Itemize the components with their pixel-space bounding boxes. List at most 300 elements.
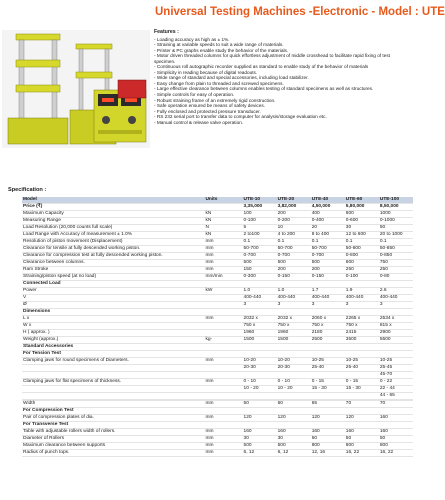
table-cell: 160 — [345, 429, 354, 434]
table-cell: 800 — [345, 443, 354, 448]
table-cell: 0 - 15 — [311, 379, 324, 384]
table-cell — [379, 281, 413, 288]
table-cell: 10-25 — [311, 358, 324, 363]
table-row — [22, 379, 413, 386]
table-cell: 200 — [311, 267, 320, 272]
machine-photo — [2, 30, 150, 148]
feature-item: - RS 232 serial port to transfer data to computer for analysis/storage evaluation etc. — [154, 114, 327, 120]
table-cell: 3 — [311, 302, 315, 307]
table-row — [22, 246, 413, 253]
table-section-row — [22, 351, 413, 358]
table-row — [22, 225, 413, 232]
table-row — [22, 393, 413, 400]
table-cell: mm — [205, 246, 214, 251]
table-cell: Clamping jaws for flat specimens of thickness. — [23, 379, 122, 384]
table-row — [22, 337, 413, 344]
table-cell — [204, 344, 242, 351]
table-cell: UTE-40 — [311, 197, 345, 204]
table-cell — [277, 408, 311, 415]
table-cell: 750 x — [311, 323, 324, 328]
table-row — [22, 204, 413, 211]
table-row — [22, 302, 413, 309]
table-row — [22, 415, 413, 422]
table-cell: 50 — [379, 225, 386, 230]
table-cell — [311, 281, 345, 288]
table-cell — [345, 281, 379, 288]
table-cell — [311, 344, 345, 351]
table-cell: 100 — [243, 211, 252, 216]
table-cell: Standard Accessories — [23, 344, 74, 349]
table-cell: 50-800 — [345, 246, 361, 251]
table-cell: Power — [23, 288, 37, 293]
table-cell: 16, 22 — [345, 450, 360, 455]
table-cell: 120 — [243, 415, 252, 420]
table-cell — [204, 309, 242, 316]
table-cell: 500 — [243, 443, 252, 448]
table-row — [22, 274, 413, 281]
feature-item: - Large effective clearance between columns enables testing of standard specimens as well as structures. — [154, 86, 374, 92]
table-cell — [243, 393, 277, 400]
table-cell: 5 — [243, 225, 247, 230]
specification-heading: Specification : — [8, 187, 47, 193]
table-cell: mm — [205, 443, 214, 448]
table-cell: 10-20 — [243, 358, 256, 363]
table-row — [22, 429, 413, 436]
table-cell: 25-45 — [379, 365, 393, 370]
table-row — [22, 218, 413, 225]
table-cell: 10 — [277, 225, 283, 230]
table-cell: For Tension Test — [23, 351, 61, 356]
table-row — [22, 323, 413, 330]
table-cell: UTE-10 — [243, 197, 277, 204]
table-cell — [277, 372, 311, 379]
table-cell — [204, 365, 242, 372]
table-cell: 2534 x — [379, 316, 395, 321]
table-cell: 30 — [243, 436, 249, 441]
table-cell: 120 — [311, 415, 320, 420]
table-cell — [204, 204, 242, 211]
table-section-row — [22, 422, 413, 429]
table-cell: Load Resolution (20,000 counts full scale) — [23, 225, 113, 230]
table-cell: 400 — [311, 211, 320, 216]
table-cell: 3 — [379, 302, 383, 307]
table-cell: 2 to100 — [243, 232, 260, 237]
table-cell: 6, 12 — [277, 450, 289, 455]
table-row — [22, 372, 413, 379]
table-cell — [277, 344, 311, 351]
table-cell: 0-100 — [243, 218, 256, 223]
table-cell: 400-440 — [379, 295, 398, 300]
table-row — [22, 358, 413, 365]
table-cell — [243, 344, 277, 351]
table-cell: 1.0 — [243, 288, 251, 293]
table-cell: 600 — [345, 211, 354, 216]
table-cell: Clearance between columns. — [23, 260, 85, 265]
table-cell: 3 — [345, 302, 349, 307]
table-cell: 160 — [311, 429, 320, 434]
table-cell: 0-150 — [277, 274, 290, 279]
table-cell: mm — [205, 379, 214, 384]
table-cell — [243, 351, 277, 358]
table-cell: 2060 x — [311, 316, 327, 321]
table-cell: UTE-100 — [379, 197, 413, 204]
table-cell: 0.1 — [379, 239, 387, 244]
table-row — [22, 288, 413, 295]
table-cell: 150 — [243, 267, 252, 272]
table-cell: Straining/piston speed (at no load) — [23, 274, 97, 279]
table-cell: 250 — [379, 267, 388, 272]
table-cell: 750 x — [345, 323, 358, 328]
table-cell — [345, 422, 379, 429]
table-cell — [204, 351, 242, 358]
table-cell: 1960 — [277, 330, 289, 335]
table-cell — [277, 281, 311, 288]
table-cell: 500 — [243, 260, 252, 265]
table-cell: 0 - 10 — [277, 379, 290, 384]
table-cell: 8 to 400 — [311, 232, 330, 237]
table-cell: Model — [22, 197, 204, 204]
feature-item: - Easy change from plain to threaded and screwed specimens. — [154, 80, 284, 86]
table-cell: 0-600 — [345, 218, 359, 223]
table-cell — [277, 393, 311, 400]
table-cell: W x — [23, 323, 32, 328]
table-cell: Dimensions — [23, 309, 51, 314]
table-row — [22, 260, 413, 267]
table-cell: 160 — [379, 415, 388, 420]
table-cell: kN — [205, 211, 212, 216]
table-cell: 0.1 — [243, 239, 251, 244]
table-cell: kN — [205, 232, 212, 237]
table-cell: 6, 12 — [243, 450, 255, 455]
table-cell: 30 — [277, 436, 283, 441]
table-cell: 10-20 — [277, 358, 290, 363]
table-cell: Ram Stroke — [23, 267, 49, 272]
table-cell — [204, 295, 242, 302]
table-cell — [204, 281, 242, 288]
table-cell: For Transverse Test — [23, 422, 69, 427]
table-cell — [243, 281, 277, 288]
table-row — [22, 295, 413, 302]
table-cell: 0 - 22 — [379, 379, 393, 384]
features-heading: Features : — [154, 29, 179, 35]
table-cell: 0-100 — [345, 274, 359, 279]
table-cell — [204, 386, 242, 393]
table-cell: 25-40 — [345, 365, 359, 370]
table-cell: Width — [23, 401, 36, 406]
table-cell: 400-440 — [311, 295, 330, 300]
table-cell — [277, 309, 311, 316]
table-cell: 4,50,000 — [311, 204, 331, 209]
table-cell — [345, 344, 379, 351]
table-cell: 10-25 — [379, 358, 393, 363]
table-cell: mm — [205, 415, 214, 420]
table-cell: 1500 — [277, 337, 289, 342]
table-cell: 20 — [311, 225, 318, 230]
table-cell: kW — [205, 288, 213, 293]
table-cell: 10 - 20 — [243, 386, 259, 391]
table-cell: Measuring Range — [23, 218, 61, 223]
table-cell: 5,80,000 — [345, 204, 365, 209]
table-cell — [311, 393, 345, 400]
table-cell: 120 — [345, 415, 354, 420]
table-cell: 800 — [311, 443, 320, 448]
table-cell: 400-440 — [345, 295, 364, 300]
table-section-row — [22, 408, 413, 415]
table-cell — [22, 386, 204, 393]
table-cell: 3 — [243, 302, 247, 307]
table-cell: 1.9 — [345, 288, 353, 293]
table-cell: 160 — [243, 429, 252, 434]
table-cell: V — [23, 295, 27, 300]
table-cell: 2900 — [379, 330, 391, 335]
table-cell: 2.6 — [379, 288, 387, 293]
table-cell: 160 — [277, 429, 286, 434]
table-cell: Clamping jaws for round specimens of Diameters. — [23, 358, 129, 363]
table-cell — [311, 309, 345, 316]
table-cell: 8,50,000 — [379, 204, 399, 209]
table-cell — [22, 372, 204, 379]
table-cell: Resolution of piston movement (Displacement) — [23, 239, 123, 244]
table-cell — [345, 393, 379, 400]
table-cell: 2415 — [345, 330, 357, 335]
table-cell: 50-850 — [379, 246, 395, 251]
table-cell: 20-30 — [243, 365, 256, 370]
table-cell: 750 x — [277, 323, 290, 328]
table-cell: 0-200 — [277, 218, 290, 223]
table-cell: 0-700 — [277, 253, 290, 258]
table-row — [22, 386, 413, 393]
table-cell: 2500 — [311, 337, 323, 342]
table-cell: 15 - 30 — [345, 386, 361, 391]
table-cell — [379, 344, 413, 351]
table-cell — [204, 408, 242, 415]
feature-item: - Simple controls for easy of operation. — [154, 92, 235, 98]
table-cell — [243, 422, 277, 429]
table-cell: 0-80 — [379, 274, 390, 279]
table-cell: 20 to 1000 — [379, 232, 403, 237]
table-cell: 50-700 — [311, 246, 327, 251]
table-cell: 815 x — [379, 323, 392, 328]
table-cell: 0 - 15 — [345, 379, 359, 384]
table-cell: 0.1 — [345, 239, 353, 244]
table-cell: Maximum clearance between supports — [23, 443, 106, 448]
page-title: Universal Testing Machines -Electronic - Model : UTE — [155, 6, 445, 18]
table-cell: Clearance for compression test at fully descended working piston. — [23, 253, 163, 258]
table-row — [22, 232, 413, 239]
table-cell: Weight (approx.) — [23, 337, 59, 342]
table-cell — [22, 365, 204, 372]
table-cell: 0 - 10 — [243, 379, 256, 384]
table-cell: 3,35,000 — [243, 204, 263, 209]
table-cell: kN — [205, 218, 212, 223]
table-cell — [345, 351, 379, 358]
table-cell: 500 — [277, 260, 286, 265]
features-list — [154, 37, 412, 126]
table-cell: 50 — [277, 401, 283, 406]
table-cell: H ( approx. ) — [23, 330, 50, 335]
table-cell: L x — [23, 316, 30, 321]
table-cell: 12 to 600 — [345, 232, 366, 237]
table-cell: N — [205, 225, 209, 230]
table-cell: mm — [205, 253, 214, 258]
features-section — [154, 30, 412, 125]
table-row — [22, 365, 413, 372]
table-cell — [277, 351, 311, 358]
feature-item: - Continuous roll autographic recorder supplied as standard to enable study of the behavior of materials — [154, 64, 369, 70]
table-cell — [379, 309, 413, 316]
table-cell: 45-70 — [379, 372, 393, 377]
table-cell: 800 — [379, 443, 388, 448]
table-cell: mm — [205, 267, 214, 272]
table-cell: kg- — [205, 337, 213, 342]
table-cell: Diameter of Rollers — [23, 436, 65, 441]
feature-item: - Fully enclosed and protected pressure transducer. — [154, 108, 261, 114]
table-cell: 500 — [277, 443, 286, 448]
table-cell: 750 — [379, 260, 388, 265]
table-cell: 12, 16 — [311, 450, 326, 455]
table-cell: For Compression Test — [23, 408, 74, 413]
specification-table — [22, 197, 413, 457]
table-cell: 2032 x — [243, 316, 258, 321]
table-cell: 3500 — [345, 337, 357, 342]
table-cell: Table with adjustable rollers width of rollers. — [23, 429, 116, 434]
table-cell — [243, 309, 277, 316]
table-cell: 44 - 65 — [379, 393, 395, 398]
table-cell: 2032 x — [277, 316, 293, 321]
table-cell: Units — [204, 197, 242, 204]
table-cell: Pair of compression plates of dia. — [23, 415, 94, 420]
table-cell: UTE-60 — [345, 197, 379, 204]
table-cell: 3,82,000 — [277, 204, 297, 209]
table-cell: 0.1 — [277, 239, 285, 244]
table-cell: 0-700 — [243, 253, 256, 258]
table-cell — [243, 408, 277, 415]
table-cell: 1.7 — [311, 288, 319, 293]
table-cell — [204, 302, 242, 309]
table-cell: 120 — [277, 415, 286, 420]
table-cell: 50-700 — [277, 246, 293, 251]
table-cell — [204, 330, 242, 337]
table-cell: 600 — [345, 260, 354, 265]
table-cell: 2265 x — [345, 316, 361, 321]
table-cell: 0.1 — [311, 239, 319, 244]
table-cell: 65 — [311, 401, 318, 406]
table-cell: 0-800 — [345, 253, 359, 258]
table-cell: 0-850 — [379, 253, 393, 258]
table-row — [22, 239, 413, 246]
table-row — [22, 401, 413, 408]
table-cell: Ø — [23, 302, 27, 307]
table-cell: 10 - 20 — [277, 386, 293, 391]
table-cell: 25-40 — [311, 365, 324, 370]
table-cell: 1960 — [243, 330, 255, 335]
feature-item: - Robust straining frame of an extremely rigid construction. — [154, 97, 276, 103]
table-cell — [204, 372, 242, 379]
feature-item: - Safe operation ensured be means of safety devices. — [154, 103, 266, 109]
feature-item: - Loading accuracy as high as ± 1%. — [154, 36, 230, 42]
table-cell: Load Range with Accuracy of measurement ± 1.0% — [23, 232, 133, 237]
table-cell — [345, 408, 379, 415]
table-row — [22, 330, 413, 337]
table-cell: 50 — [345, 436, 352, 441]
table-cell: 70 — [345, 401, 352, 406]
table-cell: mm — [205, 450, 214, 455]
table-cell: mm — [205, 316, 214, 321]
table-cell: 4 to 200 — [277, 232, 295, 237]
table-section-row — [22, 344, 413, 351]
table-cell: 1000 — [379, 211, 391, 216]
table-cell — [22, 393, 204, 400]
table-cell: 200 — [277, 267, 286, 272]
table-cell: 5500 — [379, 337, 391, 342]
table-row — [22, 450, 413, 457]
table-cell: 0-300 — [243, 274, 256, 279]
table-cell: 1500 — [243, 337, 255, 342]
table-cell: Price (₹) — [23, 204, 43, 209]
table-cell: 250 — [345, 267, 354, 272]
table-row — [22, 253, 413, 260]
feature-item: - Straining at variable speeds to suit a wide range of materials. — [154, 42, 284, 48]
table-row — [22, 316, 413, 323]
table-cell: 50 — [311, 436, 318, 441]
table-cell: 20-30 — [277, 365, 290, 370]
table-cell: 750 x — [243, 323, 256, 328]
table-cell: 15 - 30 — [311, 386, 327, 391]
table-cell — [311, 422, 345, 429]
table-cell: 70 — [379, 401, 386, 406]
table-cell: Radius of punch tops. — [23, 450, 70, 455]
table-cell: mm — [205, 401, 214, 406]
feature-item: - Manual control & release valve operation. — [154, 119, 244, 125]
table-cell — [311, 351, 345, 358]
table-cell — [379, 422, 413, 429]
table-row — [22, 267, 413, 274]
table-cell: 50 — [379, 436, 386, 441]
table-cell: 500 — [311, 260, 320, 265]
table-cell: mm — [205, 429, 214, 434]
table-cell: 3 — [277, 302, 281, 307]
table-cell: Maximum Capacity — [23, 211, 64, 216]
table-cell — [345, 372, 379, 379]
table-cell: Clearance for tensile at fully descended working piston. — [23, 246, 141, 251]
table-cell — [204, 393, 242, 400]
table-cell: 30 — [345, 225, 352, 230]
table-cell: 400-440 — [277, 295, 296, 300]
table-cell: 160 — [379, 429, 388, 434]
table-cell: 22 - 44 — [379, 386, 395, 391]
table-cell: 0-150 — [311, 274, 324, 279]
table-cell: mm — [205, 436, 214, 441]
table-cell: 0-700 — [311, 253, 324, 258]
table-cell — [243, 372, 277, 379]
table-cell: Connected Load — [23, 281, 61, 286]
table-cell: UTE-20 — [277, 197, 311, 204]
table-section-row — [22, 309, 413, 316]
feature-item: - Wide range of standard and special accessories, including load stabilizer. — [154, 75, 309, 81]
table-cell — [311, 408, 345, 415]
table-cell: mm — [205, 358, 214, 363]
table-cell: 200 — [277, 211, 286, 216]
table-cell: 0-1000 — [379, 218, 395, 223]
table-cell: mm — [205, 260, 214, 265]
feature-item: - Printer & PC graphs enable study the behavior of the materials. — [154, 47, 289, 53]
table-cell — [311, 372, 345, 379]
table-cell: 10-25 — [345, 358, 359, 363]
table-row — [22, 436, 413, 443]
table-row — [22, 211, 413, 218]
table-section-row — [22, 281, 413, 288]
table-cell: 16, 22 — [379, 450, 394, 455]
